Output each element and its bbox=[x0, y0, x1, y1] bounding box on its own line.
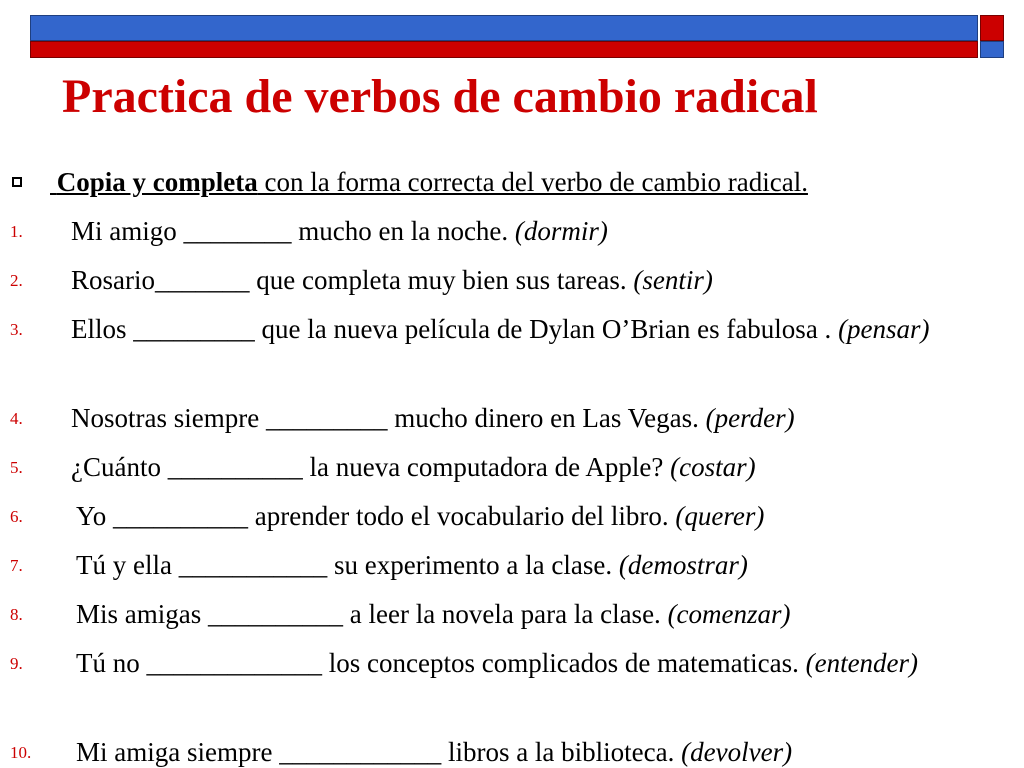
item-number: 2. bbox=[10, 271, 23, 290]
item-text: Tú y ella ___________ su experimento a la clase. (demostrar) bbox=[76, 550, 748, 580]
header-square-blue bbox=[980, 41, 1004, 58]
item-text: Nosotras siempre _________ mucho dinero en Las Vegas. (perder) bbox=[71, 403, 795, 433]
intro-row bbox=[0, 162, 1024, 202]
item-text: Rosario_______ que completa muy bien sus tareas. (sentir) bbox=[71, 265, 713, 295]
item-text: Ellos _________ que la nueva película de Dylan O’Brian es fabulosa . (pensar) bbox=[71, 314, 930, 344]
list-item bbox=[0, 732, 1024, 768]
verb-hint: (dormir) bbox=[514, 216, 608, 246]
item-number: 7. bbox=[10, 556, 23, 575]
item-text: ¿Cuánto __________ la nueva computadora de Apple? (costar) bbox=[71, 452, 756, 482]
hollow-square-bullet-icon bbox=[12, 177, 22, 187]
item-number: 1. bbox=[10, 222, 23, 241]
item-text: Mis amigas __________ a leer la novela para la clase. (comenzar) bbox=[76, 599, 791, 629]
exercise-list bbox=[0, 162, 1024, 768]
item-text: Mi amigo ________ mucho en la noche. (dormir) bbox=[71, 216, 608, 246]
item-number: 10. bbox=[10, 743, 32, 762]
list-item bbox=[0, 594, 1024, 634]
header-bar-blue bbox=[30, 15, 978, 41]
intro-bold: Copia y completa bbox=[56, 167, 258, 197]
item-number: 8. bbox=[10, 605, 23, 624]
list-item bbox=[0, 260, 1024, 300]
list-item bbox=[0, 643, 1024, 723]
verb-hint: (comenzar) bbox=[667, 599, 791, 629]
item-number: 3. bbox=[10, 320, 23, 339]
item-text: Mi amiga siempre ____________ libros a la biblioteca. (devolver) bbox=[76, 737, 793, 767]
item-number: 5. bbox=[10, 458, 23, 477]
list-item bbox=[0, 398, 1024, 438]
header-bar-red bbox=[30, 41, 978, 58]
verb-hint: (costar) bbox=[670, 452, 756, 482]
item-number: 9. bbox=[10, 654, 23, 673]
item-number: 6. bbox=[10, 507, 23, 526]
list-item bbox=[0, 211, 1024, 251]
slide-title: Practica de verbos de cambio radical bbox=[62, 70, 818, 123]
intro-text bbox=[50, 162, 808, 202]
item-number: 4. bbox=[10, 409, 23, 428]
verb-hint: (querer) bbox=[675, 501, 765, 531]
list-item bbox=[0, 496, 1024, 536]
verb-hint: (devolver) bbox=[681, 737, 793, 767]
intro-rest: con la forma correcta del verbo de cambio radical. bbox=[257, 167, 808, 197]
list-item bbox=[0, 309, 1024, 389]
verb-hint: (sentir) bbox=[633, 265, 713, 295]
verb-hint: (pensar) bbox=[838, 314, 930, 344]
list-item bbox=[0, 447, 1024, 487]
verb-hint: (demostrar) bbox=[618, 550, 748, 580]
item-text: Tú no _____________ los conceptos complicados de matematicas. (entender) bbox=[76, 648, 919, 678]
verb-hint: (entender) bbox=[805, 648, 919, 678]
list-item bbox=[0, 545, 1024, 585]
header-square-red bbox=[980, 15, 1004, 41]
item-text: Yo __________ aprender todo el vocabulario del libro. (querer) bbox=[76, 501, 765, 531]
verb-hint: (perder) bbox=[705, 403, 795, 433]
